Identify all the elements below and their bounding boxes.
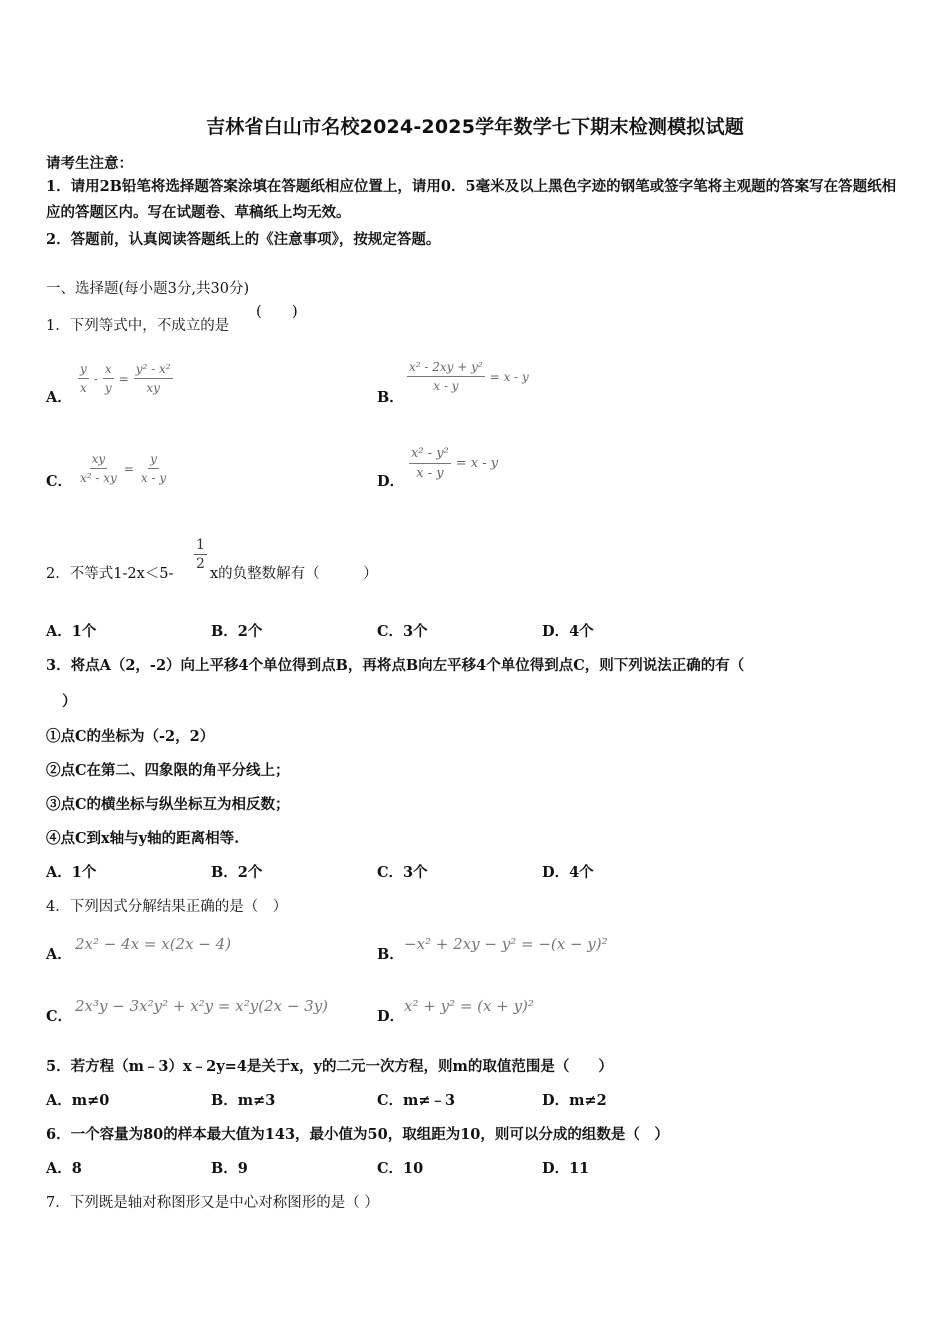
q3-stem: 3．将点A（2，-2）向上平移4个单位得到点B，再将点B向左平移4个单位得到点C，则下列说法正确的有（: [46, 657, 745, 674]
q4-option-d-formula: x² + y² = (x + y)²: [404, 997, 534, 1015]
q2-stem: [46, 562, 173, 583]
q3-option-c[interactable]: C．3个: [377, 864, 428, 881]
q1-option-b[interactable]: [377, 386, 408, 407]
frac-num: x: [103, 362, 114, 379]
q1-option-a-formula: [76, 362, 175, 395]
frac-num: x² - y²: [409, 446, 451, 464]
q4-option-a-label: A．: [46, 946, 72, 963]
q2-option-d[interactable]: D．4个: [542, 623, 594, 640]
frac-den: x - y: [433, 379, 459, 393]
q5-option-c[interactable]: C．m≠﹣3: [377, 1092, 456, 1109]
operator: = x - y: [489, 369, 529, 384]
q4-option-c[interactable]: [46, 1005, 76, 1026]
q6-option-c[interactable]: C．10: [377, 1160, 424, 1177]
operator: =: [118, 371, 129, 386]
q6-stem: 6．一个容量为80的样本最大值为143，最小值为50，取组距为10，则可以分成的组数是（ ）: [46, 1126, 669, 1143]
q4-option-c-formula: 2x³y − 3x²y² + x²y = x²y(2x − 3y): [75, 997, 329, 1015]
q5-option-a[interactable]: A．m≠0: [46, 1092, 110, 1109]
page-title: 吉林省白山市名校2024-2025学年数学七下期末检测模拟试题: [206, 116, 744, 138]
frac-num: y: [78, 362, 89, 379]
q6-option-d[interactable]: D．11: [542, 1160, 590, 1177]
frac-den: xy: [146, 381, 160, 395]
q4-option-d-label: D．: [377, 1008, 405, 1025]
q2-stem-part-a: 2．不等式1-2x＜5-: [46, 566, 174, 582]
q1-option-d[interactable]: [377, 470, 408, 491]
q3-statement-2: ②点C在第二、四象限的角平分线上；: [46, 762, 290, 779]
q4-option-b-label: B．: [377, 946, 404, 963]
q2-option-b[interactable]: B．2个: [211, 623, 263, 640]
q1-option-c-formula: [76, 452, 170, 485]
q7-stem: 7．下列既是轴对称图形又是中心对称图形的是（ ）: [46, 1195, 379, 1211]
q6-option-a[interactable]: A．8: [46, 1160, 82, 1177]
frac-den: x - y: [140, 471, 167, 485]
q6-option-b[interactable]: B．9: [211, 1160, 248, 1177]
frac-den: y: [104, 381, 112, 395]
q1-option-b-formula: [405, 360, 532, 393]
q4-option-a[interactable]: [46, 943, 76, 964]
q4-stem: 4．下列因式分解结果正确的是（ ）: [46, 899, 288, 915]
q3-statement-1: ①点C的坐标为（-2，2）: [46, 728, 215, 745]
q5-option-d[interactable]: D．m≠2: [542, 1092, 607, 1109]
q2-stem-part-b: x的负整数解有（ ）: [210, 566, 378, 582]
frac-num: 1: [196, 537, 205, 553]
q2-option-a[interactable]: A．1个: [46, 623, 97, 640]
q3-option-d[interactable]: D．4个: [542, 864, 594, 881]
frac-num: y: [148, 452, 159, 469]
frac-den: x - y: [416, 466, 444, 481]
q1-option-a[interactable]: [46, 386, 76, 407]
section-heading: 一、选择题(每小题3分,共30分): [46, 281, 250, 297]
q3-stem-end: ）: [62, 693, 77, 710]
q3-option-b[interactable]: B．2个: [211, 864, 263, 881]
frac-den: x: [80, 381, 87, 395]
q5-stem: 5．若方程（m﹣3）x﹣2y=4是关于x，y的二元一次方程，则m的取值范围是（ ）: [46, 1058, 613, 1075]
q2-fraction-half: [194, 537, 207, 572]
q3-statement-3: ③点C的横坐标与纵坐标互为相反数；: [46, 796, 290, 813]
q1-option-b-label: B．: [377, 389, 404, 406]
q4-option-a-formula: 2x² − 4x = x(2x − 4): [75, 935, 232, 953]
operator: =: [123, 461, 134, 476]
operator: -: [93, 371, 98, 386]
q1-option-d-formula: [407, 446, 501, 481]
q3-statement-4: ④点C到x轴与y轴的距离相等.: [46, 830, 240, 847]
notice-item-2: 2．答题前，认真阅读答题纸上的《注意事项》，按规定答题。: [46, 231, 441, 248]
q1-option-d-label: D．: [377, 473, 405, 490]
q2-option-c[interactable]: C．3个: [377, 623, 428, 640]
q5-option-b[interactable]: B．m≠3: [211, 1092, 276, 1109]
frac-num: x² - 2xy + y²: [407, 360, 485, 377]
q4-option-c-label: C．: [46, 1008, 73, 1025]
frac-den: 2: [196, 556, 205, 572]
frac-den: x² - xy: [80, 471, 117, 485]
q1-option-c-label: C．: [46, 473, 73, 490]
q1-option-a-label: A．: [46, 389, 72, 406]
notice-item-1: 1．请用2B铅笔将选择题答案涂填在答题纸相应位置上，请用0．5毫米及以上黑色字迹的钢笔或签字笔将主观题的答案写在答题纸相应的答题区内。写在试题卷、草稿纸上均无效。: [46, 178, 897, 221]
q1-stem: 1．下列等式中，不成立的是: [46, 318, 230, 334]
notice-heading: 请考生注意：: [46, 155, 133, 172]
q4-option-b-formula: −x² + 2xy − y² = −(x − y)²: [404, 935, 608, 953]
q1-option-c[interactable]: [46, 470, 76, 491]
operator: = x - y: [455, 456, 499, 471]
q1-answer-paren: ( ): [256, 302, 298, 320]
frac-num: y² - x²: [134, 362, 173, 379]
q3-option-a[interactable]: A．1个: [46, 864, 97, 881]
frac-num: xy: [90, 452, 108, 469]
